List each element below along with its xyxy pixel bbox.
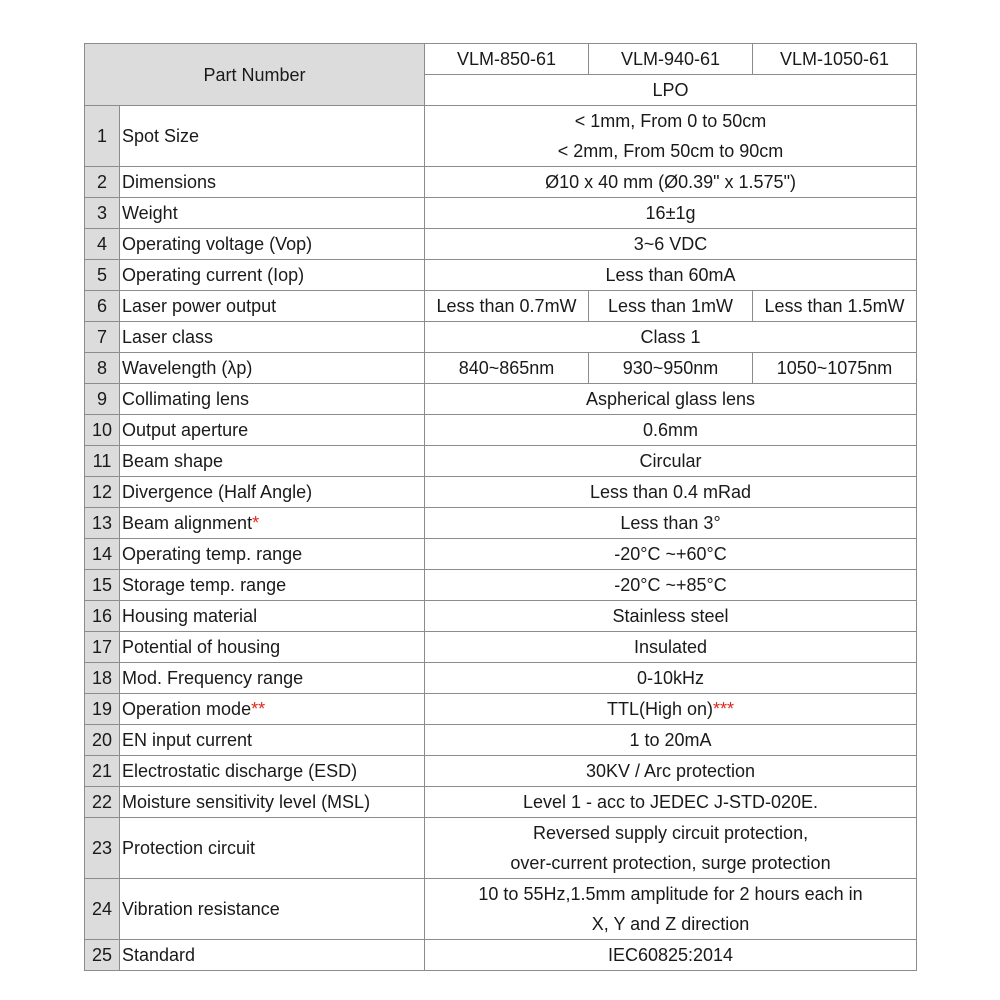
row-number: 1: [85, 106, 120, 167]
property-label-cell: [120, 879, 425, 940]
property-label-cell: [120, 725, 425, 756]
table-row: [85, 879, 917, 940]
property-label: Laser power output: [122, 296, 277, 316]
property-label: Potential of housing: [122, 637, 281, 657]
footnote-mark: *: [252, 513, 260, 533]
row-number: 21: [85, 756, 120, 787]
table-row: [85, 601, 917, 632]
property-label: Mod. Frequency range: [122, 668, 304, 688]
property-value: [425, 384, 917, 415]
row-number: 15: [85, 570, 120, 601]
property-value-text: Class 1: [640, 327, 701, 347]
row-number: 6: [85, 291, 120, 322]
row-number: 11: [85, 446, 120, 477]
property-label-cell: [120, 632, 425, 663]
property-label: Standard: [122, 945, 196, 965]
property-label-cell: [120, 787, 425, 818]
table-row: [85, 663, 917, 694]
spec-table: [84, 43, 917, 971]
property-value: [425, 260, 917, 291]
property-value: [425, 106, 917, 167]
row-number: 10: [85, 415, 120, 446]
property-value-text: -20°C ~+60°C: [614, 544, 727, 564]
row-number: 8: [85, 353, 120, 384]
property-label: Storage temp. range: [122, 575, 287, 595]
property-value: [425, 198, 917, 229]
property-label-cell: [120, 260, 425, 291]
row-number: 16: [85, 601, 120, 632]
property-value-text: Ø10 x 40 mm (Ø0.39" x 1.575"): [545, 172, 796, 192]
property-value-line: X, Y and Z direction: [591, 914, 750, 934]
property-value-text: Stainless steel: [612, 606, 729, 626]
property-label: Beam alignment: [122, 513, 253, 533]
property-value: [425, 570, 917, 601]
table-row: [85, 477, 917, 508]
row-number: 2: [85, 167, 120, 198]
property-label-cell: [120, 229, 425, 260]
property-value: [425, 725, 917, 756]
property-value: [425, 601, 917, 632]
property-label-cell: [120, 570, 425, 601]
model-header: VLM-940-61: [589, 44, 753, 75]
property-value: [425, 229, 917, 260]
property-value-line: < 2mm, From 50cm to 90cm: [557, 141, 784, 161]
row-number: 3: [85, 198, 120, 229]
model-header: VLM-1050-61: [753, 44, 917, 75]
table-row: [85, 167, 917, 198]
property-value: [425, 415, 917, 446]
row-number: 12: [85, 477, 120, 508]
property-value-text: Level 1 - acc to JEDEC J-STD-020E.: [522, 792, 819, 812]
property-value: [425, 663, 917, 694]
row-number: 23: [85, 818, 120, 879]
property-value-text: IEC60825:2014: [607, 945, 734, 965]
table-row: [85, 415, 917, 446]
model-header: VLM-850-61: [425, 44, 589, 75]
row-number: 17: [85, 632, 120, 663]
table-row: [85, 229, 917, 260]
model-value: Less than 0.7mW: [425, 291, 589, 322]
part-number-header: Part Number: [85, 44, 425, 106]
property-label-cell: [120, 198, 425, 229]
row-number: 20: [85, 725, 120, 756]
property-value: [425, 818, 917, 879]
property-label: Operating voltage (Vop): [122, 234, 313, 254]
property-label: Output aperture: [122, 420, 249, 440]
property-value: [425, 446, 917, 477]
model-value: Less than 1mW: [589, 291, 753, 322]
table-row: [85, 198, 917, 229]
property-value: [425, 879, 917, 940]
property-value: [425, 322, 917, 353]
table-row: [85, 353, 917, 384]
property-value: [425, 508, 917, 539]
table-row: [85, 756, 917, 787]
property-label-cell: [120, 663, 425, 694]
property-label: Operating temp. range: [122, 544, 303, 564]
property-value: [425, 694, 917, 725]
row-number: 22: [85, 787, 120, 818]
row-number: 25: [85, 940, 120, 971]
table-row: [85, 787, 917, 818]
property-value-line: Reversed supply circuit protection,: [532, 823, 809, 843]
property-label-cell: [120, 106, 425, 167]
property-label: Dimensions: [122, 172, 217, 192]
property-value-line: 10 to 55Hz,1.5mm amplitude for 2 hours each in: [478, 884, 863, 904]
property-value-text: -20°C ~+85°C: [614, 575, 727, 595]
property-label: Operation mode: [122, 699, 252, 719]
row-number: 7: [85, 322, 120, 353]
property-value-line: < 1mm, From 0 to 50cm: [574, 111, 767, 131]
property-value-text: TTL(High on): [606, 699, 714, 719]
property-label: Divergence (Half Angle): [122, 482, 313, 502]
row-number: 13: [85, 508, 120, 539]
property-label: Electrostatic discharge (ESD): [122, 761, 358, 781]
property-label: Moisture sensitivity level (MSL): [122, 792, 371, 812]
property-label: Spot Size: [122, 126, 200, 146]
property-label: Laser class: [122, 327, 214, 347]
property-label: EN input current: [122, 730, 253, 750]
property-label-cell: [120, 818, 425, 879]
spec-table-body: [85, 44, 917, 971]
property-label: Beam shape: [122, 451, 224, 471]
row-number: 19: [85, 694, 120, 725]
property-value: [425, 756, 917, 787]
row-number: 5: [85, 260, 120, 291]
property-label-cell: [120, 539, 425, 570]
property-label-cell: [120, 415, 425, 446]
row-number: 9: [85, 384, 120, 415]
property-label: Operating current (Iop): [122, 265, 305, 285]
table-row: [85, 322, 917, 353]
property-label: Housing material: [122, 606, 258, 626]
property-value: [425, 940, 917, 971]
property-label-cell: [120, 508, 425, 539]
property-value-text: Less than 3°: [620, 513, 721, 533]
property-label: Protection circuit: [122, 838, 256, 858]
table-row: [85, 940, 917, 971]
footnote-mark: ***: [713, 699, 735, 719]
table-row: [85, 818, 917, 879]
property-label-cell: [120, 694, 425, 725]
row-number: 24: [85, 879, 120, 940]
table-row: [85, 106, 917, 167]
property-label-cell: [120, 756, 425, 787]
table-row: [85, 539, 917, 570]
row-number: 18: [85, 663, 120, 694]
property-value-text: Circular: [639, 451, 702, 471]
property-value: [425, 787, 917, 818]
property-label-cell: [120, 940, 425, 971]
table-row: [85, 291, 917, 322]
table-row: [85, 384, 917, 415]
property-value-text: 30KV / Arc protection: [585, 761, 756, 781]
property-value: [425, 632, 917, 663]
table-row: [85, 260, 917, 291]
model-value: Less than 1.5mW: [753, 291, 917, 322]
property-label: Wavelength (λp): [122, 358, 253, 378]
property-label-cell: [120, 291, 425, 322]
table-row: [85, 570, 917, 601]
property-label-cell: [120, 322, 425, 353]
table-row: [85, 446, 917, 477]
property-value-text: 16±1g: [645, 203, 696, 223]
property-value-text: 0.6mm: [643, 420, 699, 440]
row-number: 14: [85, 539, 120, 570]
property-value-text: 1 to 20mA: [629, 730, 712, 750]
header-row-models: [85, 44, 917, 75]
property-value: [425, 167, 917, 198]
row-number: 4: [85, 229, 120, 260]
property-value-text: Less than 60mA: [605, 265, 736, 285]
model-value: 930~950nm: [589, 353, 753, 384]
property-value-text: Less than 0.4 mRad: [589, 482, 752, 502]
model-value: 1050~1075nm: [753, 353, 917, 384]
property-value-line: over-current protection, surge protection: [510, 853, 831, 873]
table-row: [85, 508, 917, 539]
table-row: [85, 632, 917, 663]
property-value: [425, 477, 917, 508]
table-row: [85, 694, 917, 725]
property-label: Collimating lens: [122, 389, 250, 409]
property-label-cell: [120, 167, 425, 198]
footnote-mark: **: [251, 699, 266, 719]
property-label-cell: [120, 446, 425, 477]
property-label-cell: [120, 601, 425, 632]
series-header: LPO: [425, 75, 917, 106]
property-value-text: Aspherical glass lens: [585, 389, 756, 409]
table-row: [85, 725, 917, 756]
model-value: 840~865nm: [425, 353, 589, 384]
property-label-cell: [120, 384, 425, 415]
property-label-cell: [120, 353, 425, 384]
property-label: Weight: [122, 203, 178, 223]
property-value-text: Insulated: [633, 637, 708, 657]
property-value-text: 0-10kHz: [637, 668, 705, 688]
property-label-cell: [120, 477, 425, 508]
property-label: Vibration resistance: [122, 899, 280, 919]
property-value: [425, 539, 917, 570]
property-value-text: 3~6 VDC: [633, 234, 708, 254]
